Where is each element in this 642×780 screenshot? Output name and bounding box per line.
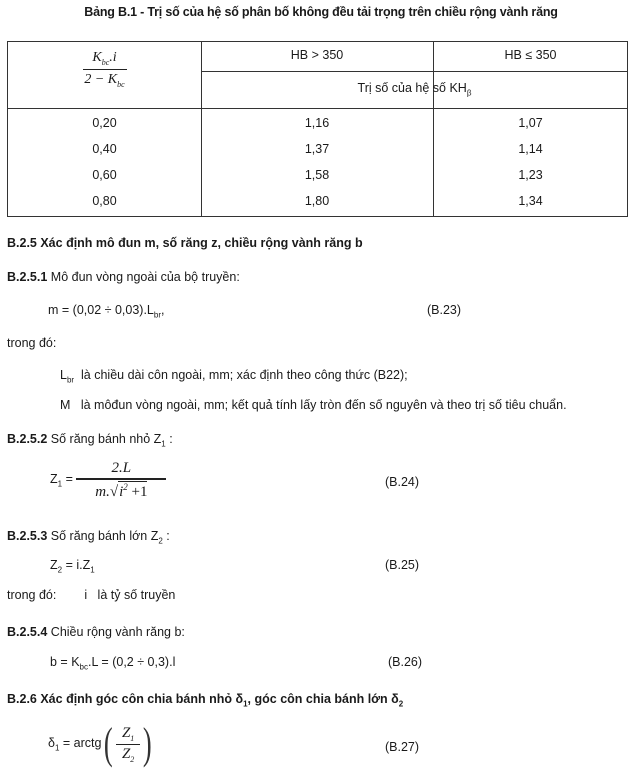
- cell-ratio: 0,60: [92, 168, 117, 182]
- header-kh-beta: Trị số của hệ số $KH_\beta$: [357, 81, 472, 98]
- subsection-b254: B.2.5.4 Chiều rộng vành răng b:: [7, 625, 185, 639]
- cell-ratio: 0,20: [92, 116, 117, 130]
- where-ratio: trong đó: i là tỷ số truyền: [7, 588, 176, 602]
- subsection-b251: B.2.5.1 Mô đun vòng ngoài của bộ truyền:: [7, 270, 240, 284]
- cell-ratio: 0,40: [92, 142, 117, 156]
- cell-hb-le: 1,23: [518, 168, 543, 182]
- subsection-b253: B.2.5.3 Số răng bánh lớn $Z_2$ :: [7, 529, 170, 546]
- formula-b24: $Z_1$ = $\frac{2.L}{m.√i^2 +1}$: [50, 460, 166, 501]
- cell-hb-gt: 1,58: [304, 168, 330, 182]
- definition-m: M là môđun vòng ngoài, mm; kết quả tính lấy tròn đến số nguyên và theo trị số tiêu chuẩn.: [60, 398, 567, 412]
- formula-b26: $b = K_{bc}.L = (0,2 \div 0,3).l$: [50, 655, 176, 672]
- right-paren: ): [143, 719, 152, 768]
- equation-number-b27: (B.27): [385, 740, 420, 754]
- left-paren: (: [104, 719, 114, 768]
- definition-lbr: $L_{br}$ là chiều dài côn ngoài, mm; xác định theo công thức (B22);: [60, 368, 408, 385]
- equation-number-b24: (B.24): [385, 475, 420, 489]
- cell-hb-gt: 1,16: [304, 116, 330, 130]
- header-hb-gt-350: HB > 350: [290, 48, 344, 62]
- equation-number-b26: (B.26): [388, 655, 423, 669]
- header-ratio-formula: $K_{bc}.i$ $2 - K_{bc}$: [84, 50, 125, 89]
- formula-b23: $m = (0,02 \div 0,03).L_{br}$,: [48, 303, 165, 320]
- where-label: trong đó:: [7, 336, 57, 350]
- table-divider: [8, 108, 627, 109]
- equation-number-b23: (B.23): [427, 303, 462, 317]
- cell-hb-le: 1,07: [518, 116, 543, 130]
- cell-ratio: 0,80: [92, 194, 117, 208]
- header-hb-le-350: HB ≤ 350: [504, 48, 557, 62]
- cell-hb-gt: 1,80: [304, 194, 330, 208]
- subsection-b252: B.2.5.2 Số răng bánh nhỏ $Z_1$ :: [7, 432, 173, 449]
- table-caption: Bảng B.1 - Trị số của hệ số phân bố không đều tải trọng trên chiều rộng vành răng: [84, 5, 558, 19]
- table-divider: [201, 71, 627, 72]
- section-heading-b25: B.2.5 Xác định mô đun m, số răng z, chiều rộng vành răng b: [7, 236, 363, 250]
- formula-b27: $\delta_1$ = arctg( $\frac{Z_1}{Z_2}$ ): [48, 719, 152, 768]
- coefficient-table: [7, 41, 628, 217]
- equation-number-b25: (B.25): [385, 558, 420, 572]
- section-heading-b26: B.2.6 Xác định góc côn chia bánh nhỏ $\delta_1$, góc côn chia bánh lớn $\delta_2$: [7, 692, 404, 709]
- cell-hb-le: 1,34: [518, 194, 543, 208]
- cell-hb-gt: 1,37: [304, 142, 330, 156]
- formula-b25: $Z_2 = i.Z_1$: [50, 558, 95, 575]
- cell-hb-le: 1,14: [518, 142, 543, 156]
